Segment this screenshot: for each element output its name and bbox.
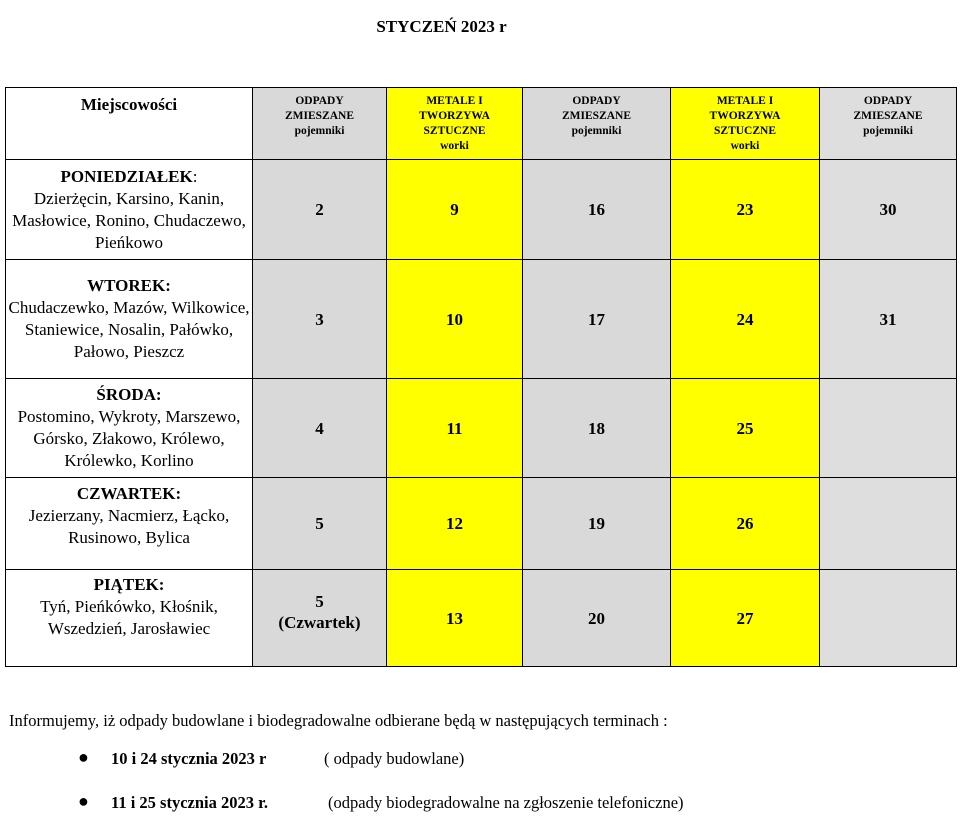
header-col-2-line2: TWORZYWA (419, 110, 490, 122)
date-cell: 9 (387, 160, 523, 260)
date-cell (253, 570, 387, 667)
date-cell: 26 (671, 478, 820, 570)
header-col-3-sub: pojemniki (571, 125, 622, 137)
header-col-5 (820, 88, 957, 160)
row-place-list: Dzierżęcin, Karsino, Kanin, Masłowice, Ronino, Chudaczewo, Pieńkowo (12, 188, 246, 252)
bullet-icon: ● (78, 791, 89, 811)
row-place-list: Chudaczewko, Mazów, Wilkowice, Staniewice, Nosalin, Pałówko, Pałowo, Pieszcz (8, 298, 250, 361)
term-desc: ( odpady budowlane) (324, 749, 465, 768)
date-cell: 5 (253, 478, 387, 570)
row-places (6, 379, 253, 478)
date-cell: 30 (820, 160, 957, 260)
header-col-2-line1: METALE I (426, 95, 483, 107)
table-row (6, 260, 957, 379)
date-cell: 2 (253, 160, 387, 260)
term-date: 10 i 24 stycznia 2023 r (111, 749, 267, 768)
term-date: 11 i 25 stycznia 2023 r. (111, 793, 269, 812)
header-col-1 (253, 88, 387, 160)
table-row (6, 570, 957, 667)
date-cell: 27 (671, 570, 820, 667)
row-place-list: Jezierzany, Nacmierz, Łącko, Rusinowo, Bylica (28, 505, 230, 547)
date-cell: 12 (387, 478, 523, 570)
row-day: ŚRODA: (96, 385, 162, 404)
header-col-3-line2: ZMIESZANE (561, 110, 632, 122)
term-desc: (odpady biodegradowalne na zgłoszenie telefoniczne) (328, 793, 684, 812)
bullet-icon: ● (78, 747, 89, 767)
list-item (0, 746, 900, 790)
row-places (6, 570, 253, 667)
row-places (6, 478, 253, 570)
table-row (6, 379, 957, 478)
header-col-4-line1: METALE I (716, 95, 774, 107)
date-cell: 4 (253, 379, 387, 478)
header-col-2 (387, 88, 523, 160)
row-place-list: Tyń, Pieńkówko, Kłośnik, Wszedzień, Jarosławiec (40, 597, 218, 638)
header-col-3-line1: ODPADY (572, 95, 621, 107)
date-cell: 11 (387, 379, 523, 478)
header-col-4-line2: TWORZYWA (709, 110, 781, 122)
row-day: PIĄTEK: (93, 575, 165, 594)
date-cell: 16 (523, 160, 671, 260)
info-text: Informujemy, iż odpady budowlane i biodegradowalne odbierane będą w następujących terminach : (9, 711, 668, 730)
date-cell: 18 (523, 379, 671, 478)
date-cell: 25 (671, 379, 820, 478)
table-row (6, 160, 957, 260)
date-cell: 3 (253, 260, 387, 379)
date-value: 5 (315, 592, 324, 611)
header-col-5-line2: ZMIESZANE (853, 110, 923, 122)
header-col-1-line1: ODPADY (295, 95, 344, 107)
header-col-2-line3: SZTUCZNE (423, 125, 486, 137)
date-cell: 13 (387, 570, 523, 667)
header-col-4 (671, 88, 820, 160)
header-col-5-sub: pojemniki (863, 125, 913, 137)
row-day: PONIEDZIAŁEK (60, 166, 193, 186)
header-col-4-sub: worki (730, 140, 760, 152)
header-col-4-line3: SZTUCZNE (714, 125, 776, 137)
list-item (0, 790, 900, 834)
date-cell: 17 (523, 260, 671, 379)
date-cell (820, 379, 957, 478)
schedule-table (5, 87, 957, 667)
date-cell (820, 570, 957, 667)
header-col-1-sub: pojemniki (294, 125, 345, 137)
row-places (6, 160, 253, 260)
table-row (6, 478, 957, 570)
header-col-2-sub: worki (440, 140, 469, 152)
row-day-suffix: : (192, 166, 198, 186)
header-col-1-line2: ZMIESZANE (284, 110, 355, 122)
header-col-5-line1: ODPADY (863, 95, 913, 107)
date-cell: 20 (523, 570, 671, 667)
date-cell: 23 (671, 160, 820, 260)
header-col-3 (523, 88, 671, 160)
date-cell (820, 478, 957, 570)
header-place: Miejscowości (6, 88, 253, 160)
row-day: WTOREK: (87, 276, 171, 295)
terms-list (0, 746, 900, 834)
date-cell: 19 (523, 478, 671, 570)
page-title: STYCZEŃ 2023 r (376, 17, 507, 36)
date-cell: 24 (671, 260, 820, 379)
date-cell: 31 (820, 260, 957, 379)
date-cell: 10 (387, 260, 523, 379)
date-note: (Czwartek) (278, 613, 361, 632)
row-day: CZWARTEK: (76, 483, 182, 503)
header-row (6, 88, 957, 160)
row-place-list: Postomino, Wykroty, Marszewo, Górsko, Złakowo, Królewo, Królewko, Korlino (17, 407, 241, 470)
row-places (6, 260, 253, 379)
